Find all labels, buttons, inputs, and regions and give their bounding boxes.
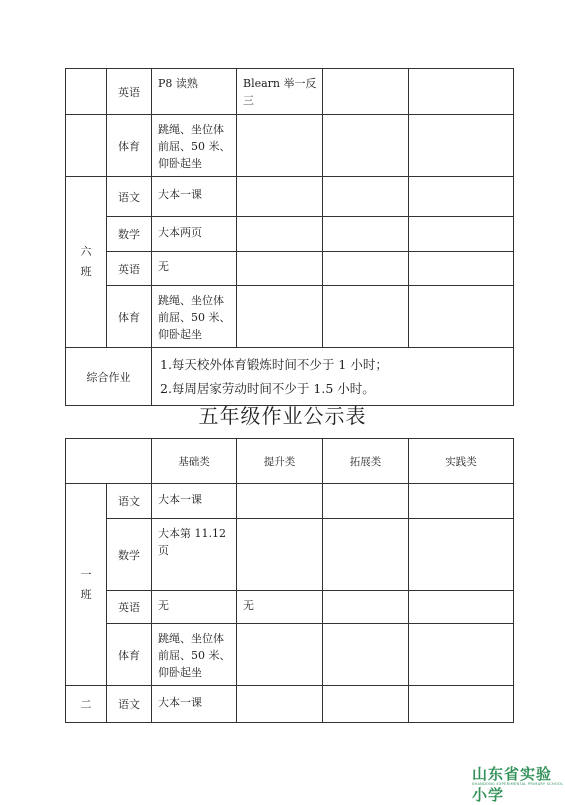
school-logo-english: SHANDONG EXPERIMENTAL PRIMARY SCHOOL <box>472 782 564 786</box>
improve-cell <box>237 115 323 177</box>
extend-cell <box>323 177 409 217</box>
improve-cell <box>237 624 323 686</box>
class-six-char: 班 <box>80 265 92 278</box>
basic-cell: 跳绳、坐位体前屈、50 米、仰卧起坐 <box>152 115 237 177</box>
extend-cell <box>323 686 409 723</box>
practice-cell <box>409 177 514 217</box>
table-row <box>66 252 514 286</box>
page-title: 五年级作业公示表 <box>198 404 367 428</box>
class-two-cell: 二 <box>66 686 107 723</box>
class-six-char: 六 <box>80 245 92 258</box>
subject-cell: 语文 <box>107 686 152 723</box>
practice-cell <box>409 624 514 686</box>
extend-cell <box>323 591 409 624</box>
header-practice: 实践类 <box>409 439 514 484</box>
subject-cell: 英语 <box>107 591 152 624</box>
table-row <box>66 686 514 723</box>
subject-cell: 语文 <box>107 177 152 217</box>
extend-cell <box>323 217 409 252</box>
practice-cell <box>409 286 514 348</box>
improve-cell: 无 <box>237 591 323 624</box>
class-cell-prev <box>66 69 107 115</box>
improve-cell <box>237 686 323 723</box>
summary-line: 1.每天校外体育锻炼时间不少于 1 小时； <box>160 356 388 372</box>
table-row <box>66 217 514 252</box>
summary-line: 2.每周居家劳动时间不少于 1.5 小时。 <box>160 380 375 396</box>
school-logo: 山东省实验小学 <box>472 765 553 804</box>
table-row <box>66 286 514 348</box>
improve-cell <box>237 177 323 217</box>
basic-cell: 大本一课 <box>152 484 237 519</box>
header-blank <box>66 439 152 484</box>
table-row <box>66 484 514 519</box>
improve-cell <box>237 286 323 348</box>
class-cell-prev <box>66 115 107 177</box>
header-improve: 提升类 <box>237 439 323 484</box>
subject-cell: 体育 <box>107 115 152 177</box>
table-row <box>66 69 514 115</box>
subject-cell: 数学 <box>107 217 152 252</box>
improve-cell <box>237 484 323 519</box>
practice-cell <box>409 252 514 286</box>
homework-table-continued <box>65 68 514 406</box>
table-row <box>66 591 514 624</box>
extend-cell <box>323 69 409 115</box>
practice-cell <box>409 484 514 519</box>
extend-cell <box>323 519 409 591</box>
basic-cell: 无 <box>152 252 237 286</box>
summary-content <box>152 348 514 406</box>
basic-cell: 无 <box>152 591 237 624</box>
subject-cell: 英语 <box>107 69 152 115</box>
basic-cell: 大本第 11.12 页 <box>152 519 237 591</box>
grade5-homework-table <box>65 438 514 723</box>
extend-cell <box>323 624 409 686</box>
practice-cell <box>409 217 514 252</box>
basic-cell: 大本一课 <box>152 177 237 217</box>
subject-cell: 语文 <box>107 484 152 519</box>
basic-cell: 大本一课 <box>152 686 237 723</box>
extend-cell <box>323 286 409 348</box>
practice-cell <box>409 686 514 723</box>
improve-cell <box>237 252 323 286</box>
basic-cell: P8 读熟 <box>152 69 237 115</box>
table-row <box>66 177 514 217</box>
improve-cell <box>237 217 323 252</box>
improve-cell: Blearn 举一反三 <box>237 69 323 115</box>
practice-cell <box>409 69 514 115</box>
extend-cell <box>323 484 409 519</box>
class-six-cell <box>66 177 107 348</box>
summary-label: 综合作业 <box>66 348 152 406</box>
table-row <box>66 115 514 177</box>
subject-cell: 体育 <box>107 286 152 348</box>
extend-cell <box>323 252 409 286</box>
table-row <box>66 624 514 686</box>
summary-row <box>66 348 514 406</box>
subject-cell: 数学 <box>107 519 152 591</box>
subject-cell: 体育 <box>107 624 152 686</box>
practice-cell <box>409 519 514 591</box>
header-row <box>66 439 514 484</box>
basic-cell: 跳绳、坐位体前屈、50 米、仰卧起坐 <box>152 624 237 686</box>
table-row <box>66 519 514 591</box>
class-one-cell <box>66 484 107 686</box>
class-one-char: 一 <box>80 567 92 581</box>
basic-cell: 大本两页 <box>152 217 237 252</box>
class-one-char: 班 <box>80 587 92 601</box>
practice-cell <box>409 591 514 624</box>
basic-cell: 跳绳、坐位体前屈、50 米、仰卧起坐 <box>152 286 237 348</box>
header-extend: 拓展类 <box>323 439 409 484</box>
improve-cell <box>237 519 323 591</box>
subject-cell: 英语 <box>107 252 152 286</box>
header-basic: 基础类 <box>152 439 237 484</box>
extend-cell <box>323 115 409 177</box>
practice-cell <box>409 115 514 177</box>
